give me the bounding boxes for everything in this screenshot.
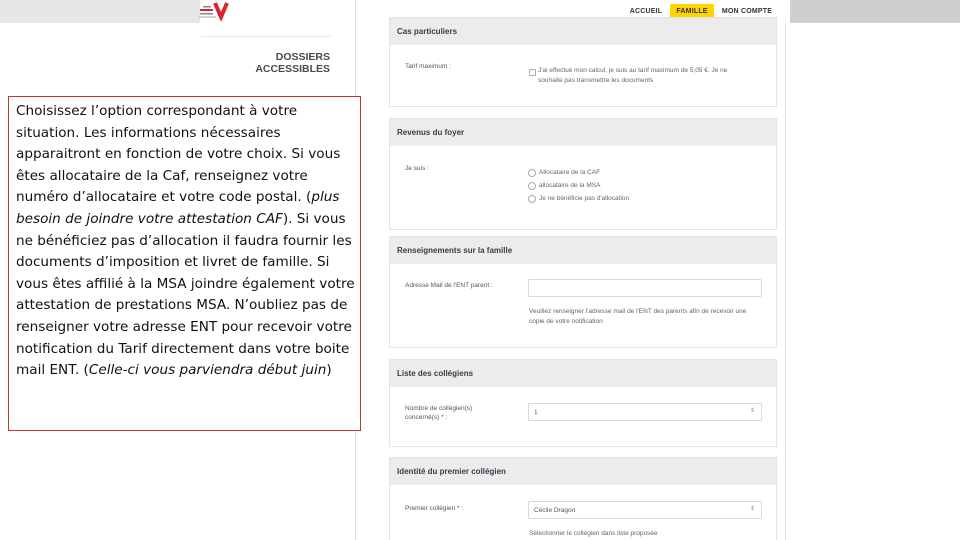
field-label: Adresse Mail de l'ENT parent : <box>405 282 493 289</box>
field-label: Nombre de collégien(s) concerné(s) * : <box>405 405 473 421</box>
callout-text-3: ) <box>326 362 332 379</box>
radio-label-msa: allocataire de la MSA <box>539 182 601 189</box>
radio-label-pas-allocation: Je ne bénéficie pas d'allocation <box>539 195 630 202</box>
dossiers-accessibles-link[interactable] <box>255 51 330 75</box>
panel-title: Liste des collégiens <box>390 360 776 387</box>
checkbox-label: J'ai effectué mon calcul, je suis au tarif maximum de 5,05 €. Je ne souhaite pas transmettre les documents <box>538 67 728 84</box>
nombre-collegiens-select[interactable] <box>528 403 762 421</box>
premier-collegien-help: Sélectionner le collégien dans liste proposée <box>529 530 658 537</box>
radio-allocataire-msa[interactable] <box>528 182 536 190</box>
premier-collegien-select[interactable] <box>528 501 762 519</box>
panel-title: Identité du premier collégien <box>390 458 776 485</box>
select-arrows-icon: ⇕ <box>749 506 755 512</box>
dossiers-title-line2: ACCESSIBLES <box>255 63 330 75</box>
select-value: 1 <box>534 409 538 416</box>
panel-revenus-du-foyer <box>389 118 777 230</box>
divider <box>201 36 331 37</box>
radio-allocataire-caf[interactable] <box>528 169 536 177</box>
callout-emphasis-1: plus besoin de joindre votre attestation CAF <box>16 189 340 227</box>
dossiers-title-line1: DOSSIERS <box>275 51 330 63</box>
panel-title: Renseignements sur la famille <box>390 237 776 264</box>
nav-accueil[interactable]: ACCUEIL <box>629 8 663 15</box>
panel-renseignements-famille <box>389 236 777 348</box>
panel-cas-particuliers <box>389 17 777 107</box>
select-arrows-icon: ⇕ <box>749 408 755 414</box>
ent-email-help: Veuillez renseigner l'adresse mail de l'ENT des parents afin de recevoir une copie de votre notification <box>529 308 747 325</box>
panel-premier-collegien <box>389 457 777 540</box>
radio-pas-allocation[interactable] <box>528 195 536 203</box>
panel-title: Cas particuliers <box>390 18 776 45</box>
panel-liste-collegiens <box>389 359 777 447</box>
panel-title: Revenus du foyer <box>390 119 776 146</box>
callout-text-1: Choisissez l’option correspondant à votre situation. Les informations nécessaires apparaitront en fonction de votre choix. Si vous êtes allocataire de la Caf, renseignez votre numéro d’allocataire et votre code postal. ( <box>16 103 341 206</box>
ent-email-input[interactable] <box>528 279 762 297</box>
nav-mon-compte[interactable]: MON COMPTE <box>721 8 773 15</box>
department-logo[interactable] <box>197 1 231 21</box>
instruction-callout <box>8 96 361 431</box>
radio-label-caf: Allocataire de la CAF <box>539 169 601 176</box>
callout-emphasis-2: Celle-ci vous parviendra début juin <box>88 362 327 379</box>
nav-famille[interactable]: FAMILLE <box>670 4 714 21</box>
select-value: Cécile Dragon <box>534 507 576 514</box>
field-label: Tarif maximum : <box>405 63 451 70</box>
field-label: Je suis : <box>405 165 429 172</box>
field-label: Premier collégien * : <box>405 505 464 512</box>
tarif-maximum-checkbox[interactable] <box>529 69 536 76</box>
callout-text-2: ). Si vous ne bénéficiez pas d’allocation il faudra fournir les documents d’imposition et livret de famille. Si vous êtes affilié à la MSA joindre également votre attestation de prestations MSA. N’oubliez pas de renseigner votre adresse ENT pour recevoir votre notification du Tarif directement dans votre boite mail ENT. ( <box>16 210 355 379</box>
